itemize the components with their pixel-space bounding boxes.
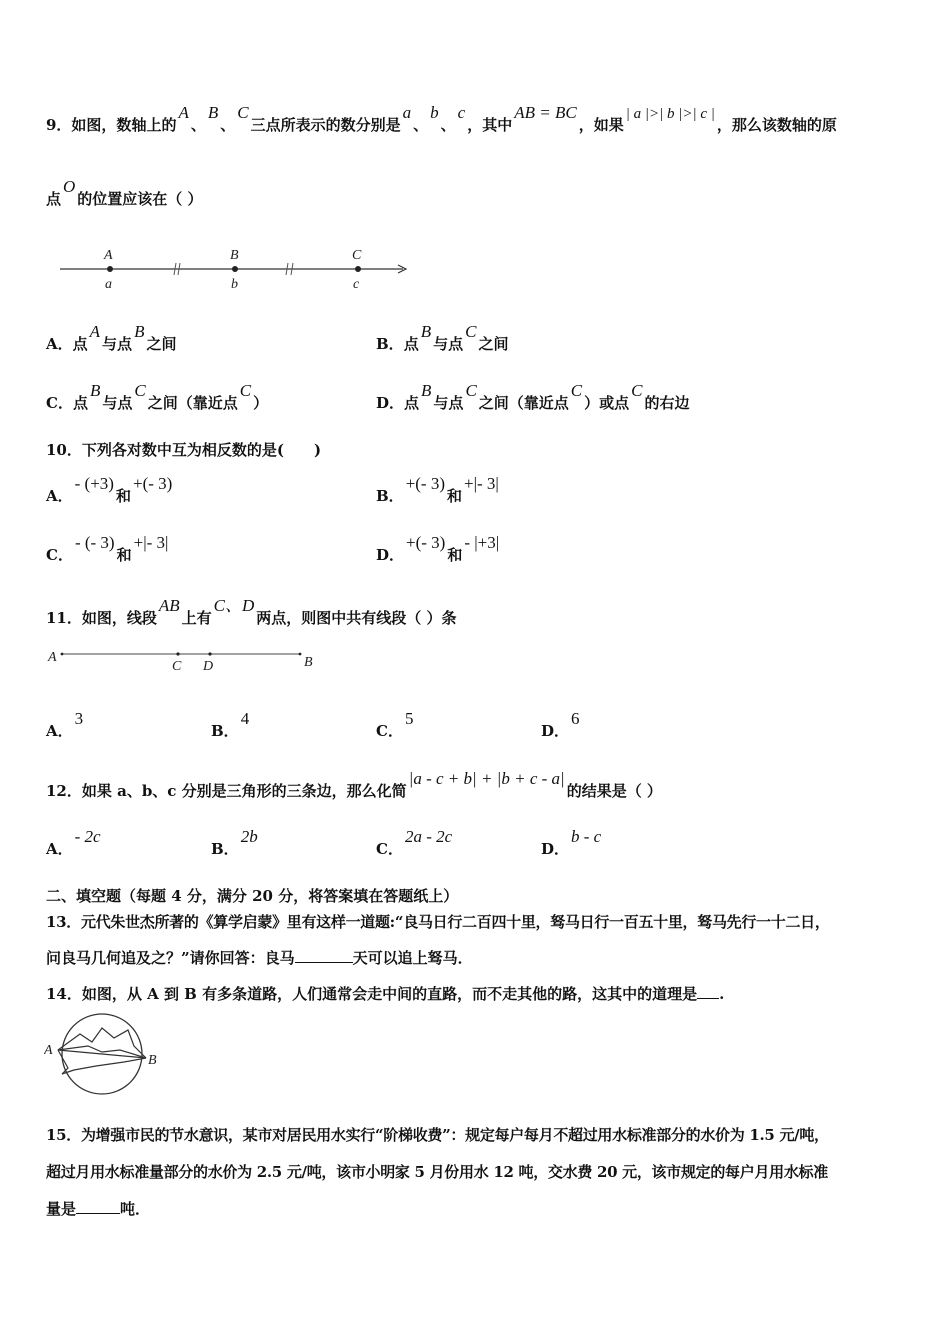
math-c: c — [457, 103, 466, 122]
math-symbol: B — [89, 381, 101, 400]
math-points: C、D — [213, 596, 255, 615]
label-C: C — [172, 659, 182, 674]
q10-option-b[interactable] — [376, 474, 501, 506]
q13-line1 — [46, 911, 830, 932]
point-B — [299, 653, 302, 656]
q9-option-d[interactable] — [376, 381, 690, 413]
point-B — [232, 266, 238, 272]
q15-line1 — [46, 1124, 829, 1145]
point-C — [176, 652, 179, 655]
math-expr: - (+3) — [74, 474, 114, 493]
q12-text: 12．如果 a、b、c 分别是三角形的三条边，那么化简 — [46, 782, 407, 800]
point-C — [355, 266, 361, 272]
option-letter: B． — [376, 335, 404, 353]
q9-text: ，如果 — [578, 116, 624, 134]
option-text: ）或点 — [584, 394, 630, 412]
option-text: 点 — [72, 394, 88, 412]
option-letter: D． — [541, 722, 570, 740]
q11-text: 上有 — [181, 609, 212, 627]
label-b: b — [231, 277, 238, 292]
q11-option-b[interactable] — [211, 709, 251, 741]
q15-text: 超过月用水标准量部分的水价为 2.5 元/吨，该市小明家 5 月份用水 12 吨，交水费 20 元，该市规定的每户月用水标准 — [46, 1163, 828, 1181]
option-value: 6 — [571, 709, 580, 728]
option-text: 与点 — [102, 335, 133, 353]
math-expression: |a - c + b| + |b + c - a| — [408, 769, 565, 788]
q13-line2 — [46, 947, 473, 968]
option-text: 与点 — [433, 335, 464, 353]
q9-stem-line1 — [46, 103, 837, 135]
answer-blank[interactable] — [295, 948, 353, 963]
option-value: 3 — [74, 709, 84, 728]
option-text: 之间（靠近点 — [147, 394, 238, 412]
option-text: 的右边 — [644, 394, 690, 412]
option-letter: A． — [46, 335, 73, 353]
math-b: b — [430, 103, 439, 122]
q10-option-c[interactable] — [46, 533, 170, 565]
answer-blank[interactable] — [76, 1199, 120, 1214]
math-expr: - |+3| — [464, 533, 500, 552]
label-B: B — [304, 655, 313, 670]
q9-text: 的位置应该在（ ） — [77, 190, 203, 208]
math-symbol: B — [134, 322, 145, 341]
option-letter: B． — [211, 840, 239, 858]
q10-stem — [46, 439, 321, 460]
math-symbol: B — [421, 381, 432, 400]
option-letter: C． — [46, 546, 73, 564]
option-text: 之间（靠近点 — [478, 394, 569, 412]
math-segment: AB — [158, 596, 180, 615]
label-c: c — [353, 277, 360, 292]
answer-blank[interactable] — [697, 984, 719, 999]
q15-line3 — [46, 1198, 150, 1219]
q9-text: 三点所表示的数分别是 — [250, 116, 401, 134]
option-text: 点 — [72, 335, 88, 353]
q9-text: 9．如图，数轴上的 — [46, 116, 177, 134]
math-C: C — [237, 103, 249, 122]
q9-option-a[interactable] — [46, 322, 177, 354]
option-value: 2b — [240, 827, 258, 846]
math-expr: +|- 3| — [464, 474, 499, 493]
q11-text: 两点，则图中共有线段（ ）条 — [256, 609, 457, 627]
label-A: A — [104, 248, 113, 263]
q15-line2 — [46, 1161, 828, 1182]
q12-option-a[interactable] — [46, 827, 103, 859]
math-symbol: C — [570, 381, 583, 400]
math-expr: +|- 3| — [133, 533, 169, 552]
option-letter: B． — [211, 722, 239, 740]
option-value: 4 — [240, 709, 250, 728]
roads-figure — [44, 1012, 174, 1096]
q11-option-c[interactable] — [376, 709, 415, 741]
label-D: D — [203, 659, 214, 674]
math-symbol: A — [89, 322, 101, 341]
option-text: 和 — [116, 546, 132, 564]
q12-option-c[interactable] — [376, 827, 454, 859]
separator: 、 — [440, 116, 456, 134]
q15-text: 量是 — [46, 1200, 77, 1218]
q14-text: 14．如图，从 A 到 B 有多条道路，人们通常会走中间的直路，而不走其他的路，这其中的道理是 — [46, 985, 698, 1003]
q11-option-d[interactable] — [541, 709, 582, 741]
q9-text: ，那么该数轴的原 — [716, 116, 837, 134]
option-letter: D． — [376, 546, 405, 564]
label-a: a — [105, 277, 112, 292]
q9-text: ，其中 — [467, 116, 513, 134]
option-text: 点 — [404, 394, 420, 412]
segment-figure — [46, 644, 326, 676]
math-a: a — [402, 103, 412, 122]
label-A: A — [44, 1043, 53, 1058]
math-symbol: C — [465, 322, 477, 341]
option-text: 点 — [403, 335, 419, 353]
math-symbol: C — [134, 381, 146, 400]
option-text: 和 — [447, 487, 463, 505]
q13-text: 问良马几何追及之？”请你回答：良马 — [46, 949, 295, 967]
q14-stem — [46, 983, 724, 1004]
option-letter: C． — [376, 840, 403, 858]
separator: 、 — [220, 116, 236, 134]
math-A: A — [178, 103, 189, 122]
q13-text: 13．元代朱世杰所著的《算学启蒙》里有这样一道题:“良马日行二百四十里，驽马日行一百五十里，驽马先行一十二日， — [46, 913, 830, 931]
option-text: 与点 — [433, 394, 464, 412]
math-expr: +(- 3) — [132, 474, 173, 493]
q10-option-a[interactable] — [46, 474, 174, 506]
point-A — [61, 653, 64, 656]
q13-text: 天可以追上驽马． — [352, 949, 473, 967]
q15-text: 15．为增强市民的节水意识，某市对居民用水实行“阶梯收费”：规定每户每月不超过用水标准部分的水价为 1.5 元/吨， — [46, 1126, 829, 1144]
option-value: b - c — [571, 827, 602, 846]
option-letter: A． — [46, 487, 73, 505]
math-symbol: C — [465, 381, 477, 400]
option-text: 之间 — [478, 335, 509, 353]
option-letter: D． — [376, 394, 405, 412]
math-symbol: C — [239, 381, 252, 400]
q14-text: . — [719, 985, 725, 1003]
option-value: 5 — [404, 709, 414, 728]
q11-option-a[interactable] — [46, 709, 85, 741]
q12-option-d[interactable] — [541, 827, 603, 859]
label-A: A — [48, 650, 57, 665]
q12-text: 的结果是（ ） — [566, 782, 662, 800]
section-heading — [46, 885, 458, 906]
math-symbol: C — [631, 381, 643, 400]
option-text: ） — [253, 394, 269, 412]
point-A — [107, 266, 113, 272]
math-O: O — [63, 177, 76, 196]
label-C: C — [352, 248, 362, 263]
option-text: 和 — [447, 546, 463, 564]
label-B: B — [148, 1053, 157, 1068]
option-text: 与点 — [102, 394, 133, 412]
number-line-figure — [58, 244, 418, 294]
q11-text: 11．如图，线段 — [46, 609, 157, 627]
q12-option-b[interactable] — [211, 827, 260, 859]
option-letter: D． — [541, 840, 570, 858]
option-text: 之间 — [146, 335, 177, 353]
math-condition: AB = BC — [514, 103, 577, 122]
option-letter: C． — [376, 722, 403, 740]
separator: 、 — [413, 116, 429, 134]
q10-text: 10．下列各对数中互为相反数的是( ) — [46, 441, 322, 459]
option-letter: A． — [46, 840, 73, 858]
q9-option-c[interactable] — [46, 381, 269, 413]
q12-stem — [46, 769, 662, 801]
math-expr: - (- 3) — [74, 533, 115, 552]
math-expr: +(- 3) — [405, 474, 446, 493]
option-letter: C． — [46, 394, 73, 412]
math-abs-condition: | a |>| b |>| c | — [625, 106, 715, 122]
option-letter: A． — [46, 722, 73, 740]
point-D — [208, 652, 211, 655]
q9-option-b[interactable] — [376, 322, 509, 354]
option-text: 和 — [115, 487, 131, 505]
option-letter: B． — [376, 487, 404, 505]
section-title: 二、填空题（每题 4 分，满分 20 分，将答案填在答题纸上） — [46, 887, 459, 905]
option-value: 2a - 2c — [404, 827, 453, 846]
math-expr: +(- 3) — [406, 533, 446, 552]
q15-text: 吨． — [120, 1200, 151, 1218]
math-symbol: B — [420, 322, 432, 341]
q9-stem-line2 — [46, 177, 203, 209]
q10-option-d[interactable] — [376, 533, 501, 565]
separator: 、 — [190, 116, 206, 134]
option-value: - 2c — [74, 827, 101, 846]
q9-text: 点 — [46, 190, 62, 208]
q11-stem — [46, 596, 457, 628]
label-B: B — [230, 248, 239, 263]
math-B: B — [207, 103, 219, 122]
